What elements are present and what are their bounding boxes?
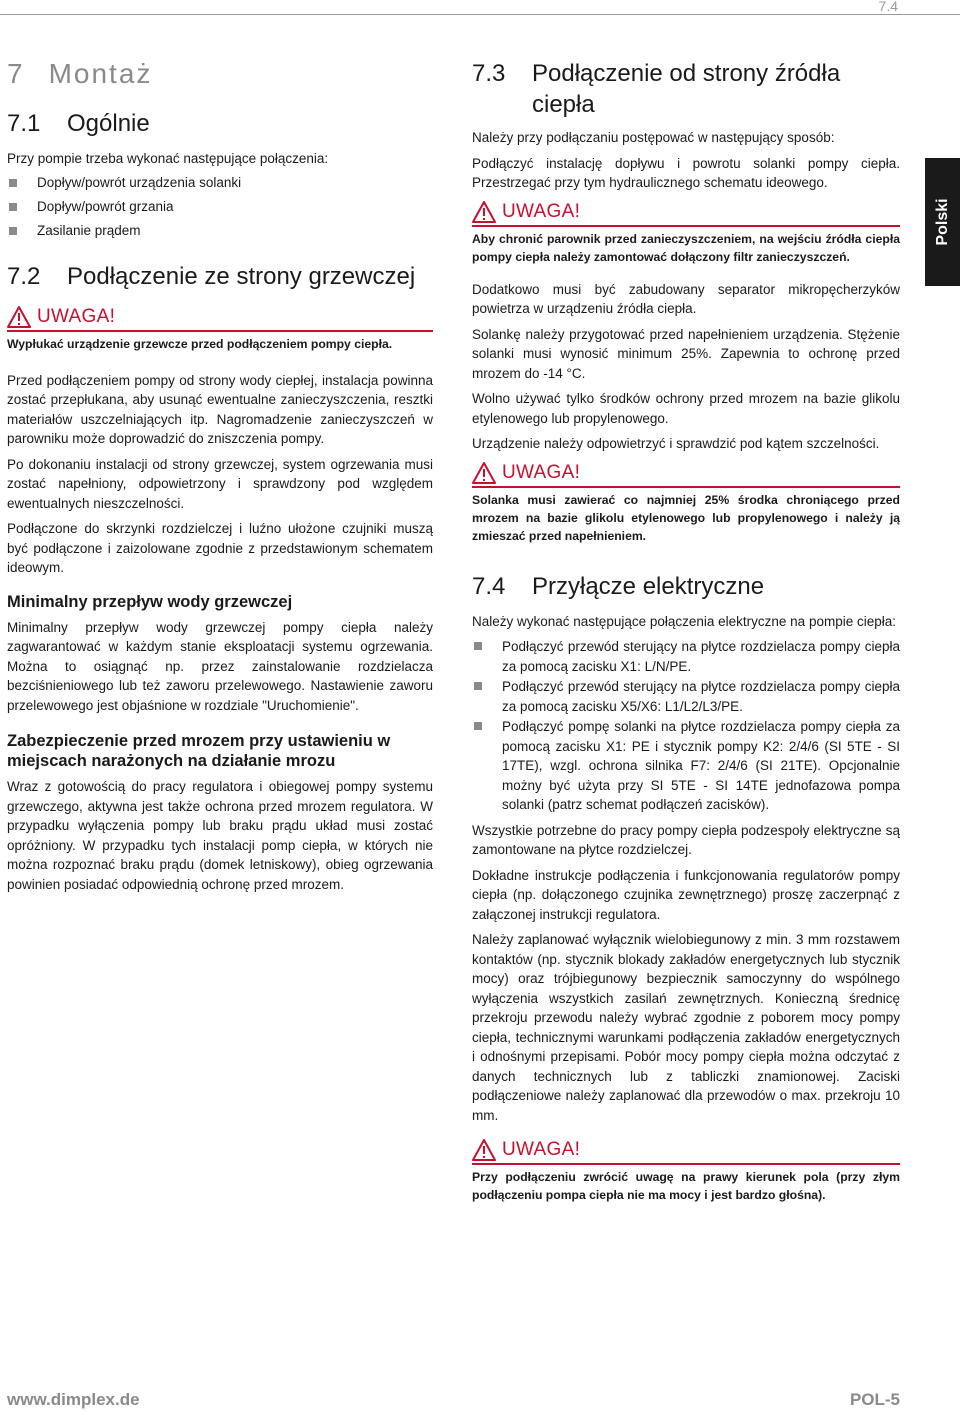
header-rule xyxy=(0,14,960,15)
paragraph: Dokładne instrukcje podłączenia i funkcjonowania regulatorów pompy ciepła (np. dołączonego czujnika zewnętrznego) proszę zaczerpnąć z załączonej instrukcji regulatora. xyxy=(472,867,900,922)
paragraph: Minimalny przepływ wody grzewczej pompy ciepła należy zagwarantować w każdym stanie eksploatacji systemu ogrzewania. Można to osiągnąć np. przez zainstalowanie rozdzielacza bezciśnieniowego lub też zaworu przelewowego. Nastawienie zaworu przelewowego jest objaśnione w rozdziale "Uruchomienie". xyxy=(7,619,433,713)
paragraph: Wszystkie potrzebne do pracy pompy ciepła podzespoły elektryczne są zamontowane na płytce rozdzielczej. xyxy=(472,822,900,857)
paragraph: Przed podłączeniem pompy od strony wody ciepłej, instalacja powinna zostać przepłukana, aby usunąć ewentualne zanieczyszczenia, resztki materiałów uszczelniających itp. Nagromadzenie zanieczyszczeń w parowniku może doprowadzić do zniszczenia pompy. xyxy=(7,372,433,446)
subheading-frost: Zabezpieczenie przed mrozem przy ustawieniu w miejscach narażonych na działanie mrozu xyxy=(7,732,391,770)
section-heading-7-1: 7.1 Ogólnie xyxy=(7,110,150,137)
paragraph: Urządzenie należy odpowietrzyć i sprawdzić pod kątem szczelności. xyxy=(472,436,880,451)
bullet-square-icon xyxy=(474,642,482,650)
paragraph: Należy zaplanować wyłącznik wielobiegunowy z min. 3 mm rozstawem kontaktów (np. stycznik blokady zakładów energetycznych lub stycznik mocy) oraz trójbiegunowy bezpiecznik samoczynny do wspólnego wyłączenia wszystkich zasilań zewnętrznych. Konieczną średnicę przekroju przewodu należy wybrać zgodnie z poborem mocy pompy ciepła, technicznymi warunkami podłączenia zakładów energetycznych i odnośnymi przepisami. Pobór mocy pompy ciepła można odczytać z danych technicznych lub z tabliczki znamionowej. Zaciski podłączeniowe należy zaplanować dla przewodów o max. przekroju 10 mm. xyxy=(472,932,900,1123)
warning-title: UWAGA! xyxy=(37,305,116,327)
bullet-square-icon xyxy=(474,682,482,690)
warning-triangle-icon xyxy=(472,462,496,484)
list-item: Podłączyć pompę solanki na płytce rozdzielacza pompy ciepła za pomocą zacisku X1: PE i stycznik pompy K2: 2/4/6 (SI 5TE - SI 17TE), wzgl. ochrona silnika F7: 2/4/6 (SI 21TE). Opcjonalnie możny być użyta przy SI 5TE - SI 14TE jednofazowa pompa solanki (patrz schemat podłączeń zacisków). xyxy=(472,717,900,815)
warning-title: UWAGA! xyxy=(502,461,581,483)
left-column xyxy=(7,58,433,900)
section-heading-7-4: 7.4 Przyłącze elektryczne xyxy=(472,572,765,600)
warning-triangle-icon xyxy=(7,306,31,328)
warning-triangle-icon xyxy=(472,1139,496,1161)
warning-text: Wypłukać urządzenie grzewcze przed podłączeniem pompy ciepła. xyxy=(7,336,393,351)
language-tab xyxy=(925,158,960,286)
warning-title: UWAGA! xyxy=(502,200,581,222)
electrical-list xyxy=(472,637,900,815)
list-item: Dopływ/powrót urządzenia solanki xyxy=(7,171,433,195)
warning-box xyxy=(472,1139,900,1204)
paragraph: Podłączyć instalację dopływu i powrotu solanki pompy ciepła. Przestrzegać przy tym hydraulicznego schematu ideowego. xyxy=(472,155,900,190)
warning-text: Aby chronić parownik przed zanieczyszczeniem, na wejściu źródła ciepła pompy ciepła należy zamontować dołączony filtr zanieczyszczeń. xyxy=(472,231,900,264)
list-item: Dopływ/powrót grzania xyxy=(7,195,433,219)
warning-box xyxy=(472,201,900,266)
paragraph: Wolno używać tylko środków ochrony przed mrozem na bazie glikolu etylenowego lub propylenowego. xyxy=(472,391,900,426)
paragraph: Po dokonaniu instalacji od strony grzewczej, system ogrzewania musi zostać napełniony, odpowietrzony i sprawdzony pod względem ewentualnych nieszczelności. xyxy=(7,456,433,511)
warning-box xyxy=(472,462,900,545)
warning-title: UWAGA! xyxy=(502,1139,581,1160)
bullet-square-icon xyxy=(9,227,17,235)
list-item: Podłączyć przewód sterujący na płytce rozdzielacza pompy ciepła za pomocą zacisku X5/X6: L1/L2/L3/PE. xyxy=(472,677,900,716)
footer-website-link[interactable]: www.dimplex.de xyxy=(7,1390,140,1409)
section-heading-7-3: 7.3 Podłączenie od strony źródła ciepła xyxy=(472,60,841,118)
list-item: Zasilanie prądem xyxy=(7,219,433,243)
chapter-heading: 7 Montaż xyxy=(7,58,153,89)
paragraph: Dodatkowo musi być zabudowany separator mikropęcherzyków powietrza w urządzeniu źródła ciepła. xyxy=(472,281,900,316)
warning-triangle-icon xyxy=(472,201,496,223)
paragraph: Solankę należy przygotować przed napełnieniem urządzenia. Stężenie solanki musi wynosić minimum 25%. Zapewnia to ochronę przed mrozem do -14 °C. xyxy=(472,326,900,381)
paragraph: Należy przy podłączaniu postępować w następujący sposób: xyxy=(472,130,835,145)
warning-text: Przy podłączeniu zwrócić uwagę na prawy kierunek pola (przy złym podłączeniu pompa ciepła nie ma mocy i jest bardzo głośna). xyxy=(472,1170,900,1202)
paragraph: Wraz z gotowością do pracy regulatora i obiegowej pompy systemu grzewczego, aktywna jest także ochrona przed mrozem regulatora. W przypadku wyłączenia pompy lub braku prądu układ musi zostać opróżniony. W przypadku tych instalacji pomp ciepła, w których nie można rozpoznać braku prądu (domek letniskowy), obieg ogrzewania powinien posiadać odpowiednią ochronę przed mrozem. xyxy=(7,779,433,892)
bullet-square-icon xyxy=(9,203,17,211)
subheading-min-flow: Minimalny przepływ wody grzewczej xyxy=(7,592,293,611)
list-item: Podłączyć przewód sterujący na płytce rozdzielacza pompy ciepła za pomocą zacisku X1: L/N/PE. xyxy=(472,637,900,676)
warning-text: Solanka musi zawierać co najmniej 25% środka chroniącego przed mrozem na bazie glikolu etylenowego lub propylenowego i należy ją zmieszać przed napełnieniem. xyxy=(472,492,900,543)
right-column xyxy=(472,58,900,1218)
footer-page-number: POL-5 xyxy=(849,1390,900,1409)
connection-list xyxy=(7,171,433,243)
paragraph: Podłączone do skrzynki rozdzielczej i luźno ułożone czujniki muszą być podłączone i zaizolowane zgodnie z przedstawionym schematem ideowym. xyxy=(7,521,433,575)
paragraph: Przy pompie trzeba wykonać następujące połączenia: xyxy=(7,151,329,166)
language-tab-label: Polski xyxy=(933,198,951,246)
paragraph: Należy wykonać następujące połączenia elektryczne na pompie ciepła: xyxy=(472,613,896,629)
warning-box xyxy=(7,306,433,353)
bullet-square-icon xyxy=(474,722,482,730)
section-page-number: 7.4 xyxy=(878,0,898,14)
bullet-square-icon xyxy=(9,179,17,187)
section-heading-7-2: 7.2 Podłączenie ze strony grzewczej xyxy=(7,262,416,290)
